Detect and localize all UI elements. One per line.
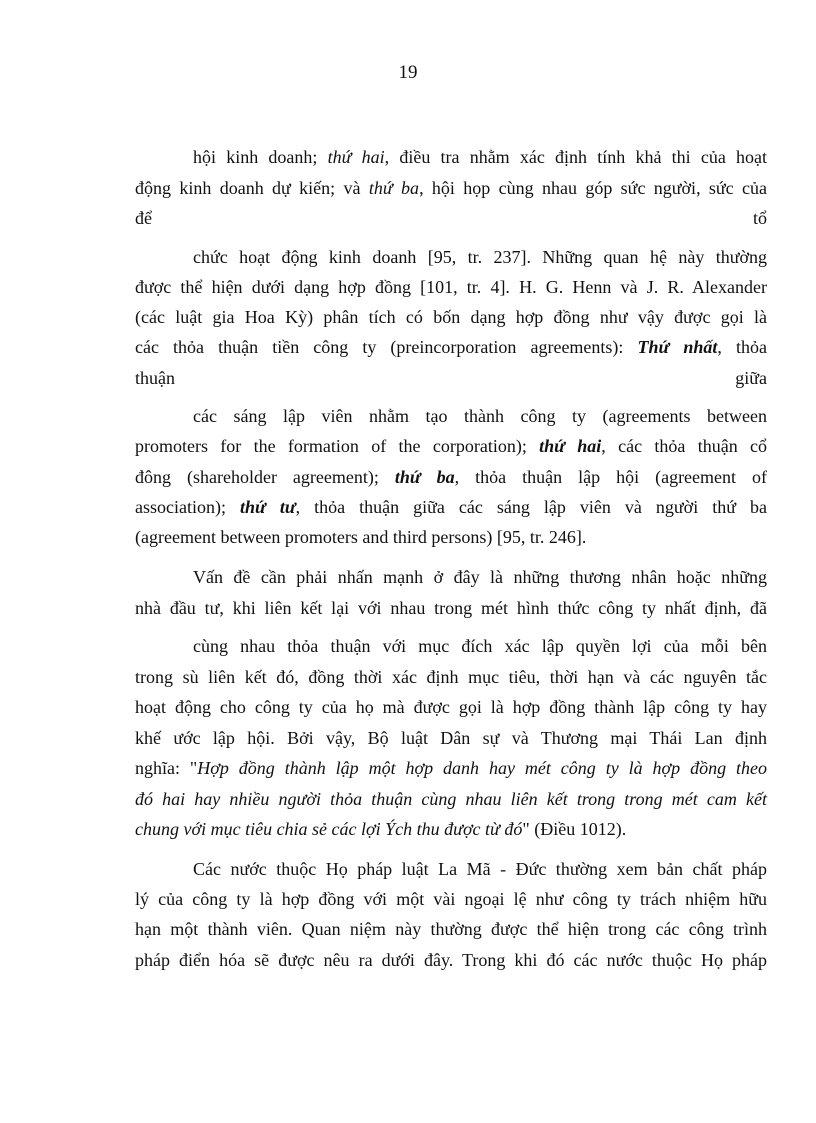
text-line: hội kinh doanh; thứ hai, điều tra nhằm xác định tính khả thi của hoạt [193,147,768,167]
text-line: Các nước thuộc Họ pháp luật La Mã - Đức thường xem bản chất pháp [193,859,767,879]
text-line: đó hai hay nhiều người thỏa thuận cùng nhau liên kết trong trong mét cam kết [135,789,767,809]
text-line: trong sù liên kết đó, đồng thời xác định mục tiêu, thời hạn và các nguyên tắc [135,667,767,687]
text-line: tổ [752,208,767,228]
text-line: đông (shareholder agreement); thứ ba, thỏa thuận lập hội (agreement of [135,467,768,487]
text-line: các thỏa thuận tiền công ty (preincorporation agreements): Thứ nhất, thỏa [135,337,767,357]
text-line: nghĩa: "Hợp đồng thành lập một hợp danh hay mét công ty là hợp đồng theo [135,758,767,778]
text-line: (agreement between promoters and third persons) [95, tr. 246]. [135,527,587,547]
text-line: động kinh doanh dự kiến; và thứ ba, hội họp cùng nhau góp sức người, sức của [135,178,768,198]
text-line: lý của công ty là hợp đồng với một vài ngoại lệ như công ty trách nhiệm hữu [135,889,767,909]
text-line: pháp điển hóa sẽ được nêu ra dưới đây. Trong khi đó các nước thuộc Họ pháp [135,950,767,970]
text-line: Vấn đề cần phải nhấn mạnh ở đây là những thương nhân hoặc những [193,567,767,587]
text-line: khế ước lập hội. Bởi vậy, Bộ luật Dân sự và Thương mại Thái Lan định [135,728,767,748]
text-line: association); thứ tư, thỏa thuận giữa các sáng lập viên và người thứ ba [135,497,767,517]
text-line: (các luật gia Hoa Kỳ) phân tích có bốn dạng hợp đồng như vậy được gọi là [135,307,767,327]
text-line: hoạt động cho công ty của họ mà được gọi là hợp đồng thành lập công ty hay [135,697,767,717]
text-line: nhà đầu tư, khi liên kết lại với nhau trong mét hình thức công ty nhất định, đã [135,598,767,618]
text-line: chung với mục tiêu chia sẻ các lợi Ých thu được từ đó" (Điều 1012). [135,819,627,839]
text-line: cùng nhau thỏa thuận với mục đích xác lập quyền lợi của mỗi bên [193,636,767,656]
text-line: chức hoạt động kinh doanh [95, tr. 237]. Những quan hệ này thường [193,247,767,267]
text-line: promoters for the formation of the corporation); thứ hai, các thỏa thuận cổ [135,436,767,456]
text-line: để [135,208,152,228]
text-line: giữa [735,368,767,388]
text-line: thuận [135,368,175,388]
text-line: các sáng lập viên nhằm tạo thành công ty (agreements between [193,406,767,426]
page-number: 19 [398,62,418,83]
text-line: được thể hiện dưới dạng hợp đồng [101, tr. 4]. H. G. Henn và J. R. Alexander [135,277,767,297]
text-line: hạn một thành viên. Quan niệm này thường được thể hiện trong các công trình [135,919,767,939]
